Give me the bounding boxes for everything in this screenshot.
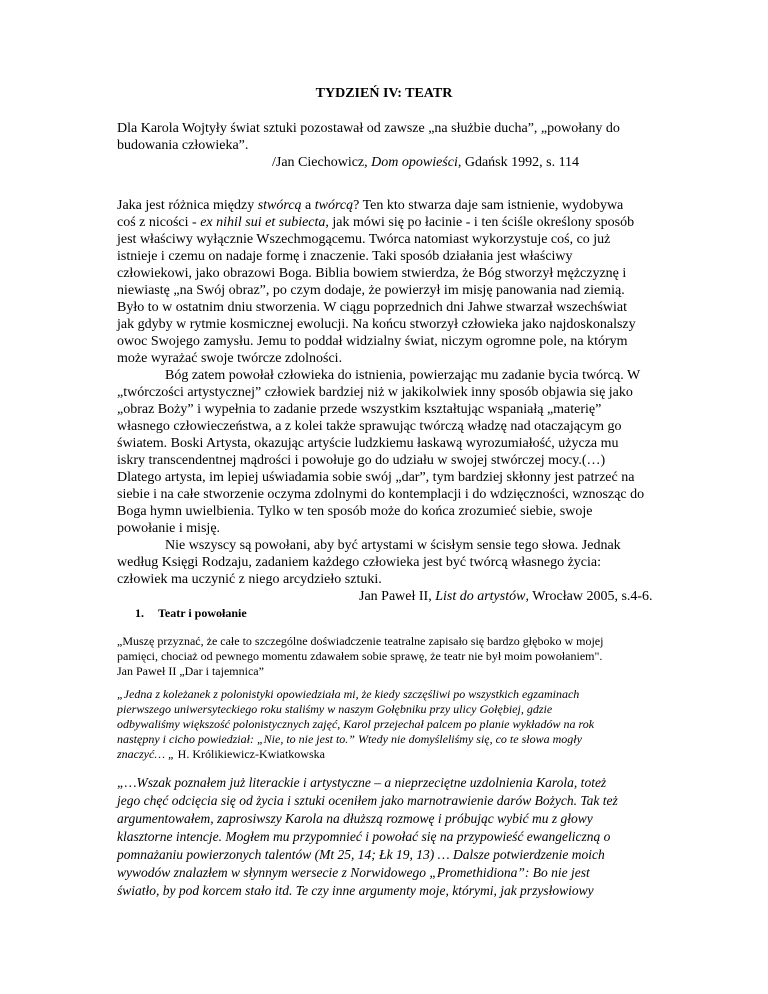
quote-line: Jan Paweł II „Dar i tajemnica” bbox=[117, 664, 264, 678]
section-title: Teatr i powołanie bbox=[158, 606, 247, 620]
text-line: Było to w ostatnim dniu stworzenia. W ciągu poprzednich dni Jahwe stwarzał wszechświat bbox=[117, 300, 627, 315]
text-line: człowiekowi, jako obrazowi Boga. Biblia bowiem stwierdza, że Bóg stworzył mężczyznę i bbox=[117, 266, 627, 281]
text-line: powołanie i misję. bbox=[117, 521, 221, 536]
text-line: „twórczości artystycznej” człowiek bardziej niż w jakikolwiek inny sposób objawia się jako bbox=[117, 385, 633, 400]
epigraph-line: budowania człowieka”. bbox=[117, 138, 249, 153]
section-heading bbox=[117, 606, 247, 621]
quote-line: pierwszego uniwersyteckiego roku staliśmy w naszym Gołębniku przy ulicy Gołębiej, gdzie bbox=[117, 702, 553, 716]
main-text bbox=[117, 197, 657, 605]
quote-line: znaczyć… „ H. Królikiewicz-Kwiatkowska bbox=[117, 747, 325, 761]
text-line: światem. Boski Artysta, okazując artyście ludzkiemu łaskawą wyrozumiałość, użycza mu bbox=[117, 436, 619, 451]
text-line: siebie i na całe stworzenie oczyma zdolnymi do kontemplacji i do wdzięczności, wznosząc do bbox=[117, 487, 645, 502]
text-line: istnieje i czemu on nadaje formę i znaczenie. Taki sposób działania jest właściwy bbox=[117, 249, 573, 264]
page-title: TYDZIEŃ IV: TEATR bbox=[315, 86, 453, 101]
signature-line: Jan Paweł II, List do artystów, Wrocław 2005, s.4-6. bbox=[359, 589, 653, 604]
quote-line: „Jedna z koleżanek z polonistyki opowiedziała mi, że kiedy szczęśliwi po wszystkich egzaminach bbox=[117, 687, 580, 701]
quote-line: pomnażaniu powierzonych talentów (Mt 25, 14; Łk 19, 13) … Dalsze potwierdzenie moich bbox=[117, 847, 605, 862]
quote-line: argumentowałem, zaprosiwszy Karola na dłuższą rozmowę i próbując wybić mu z głowy bbox=[117, 811, 593, 826]
text-line: Jaka jest różnica między stwórcą a twórcą? Ten kto stwarza daje sam istnienie, wydobywa bbox=[117, 198, 624, 213]
text-line: według Księgi Rodzaju, zadaniem każdego człowieka jest być twórcą własnego życia: bbox=[117, 555, 601, 570]
quote-line: odbywaliśmy większość polonistycznych zajęć, Karol przejechał palcem po planie wykładów na rok bbox=[117, 717, 595, 731]
quote-line: wywodów znalazłem w słynnym wersecie z Norwidowego „Promethidiona”: Bo nie jest bbox=[117, 865, 590, 880]
text-line: własnego człowieczeństwa, a z kolei także sprawując twórczą władzę nad otaczającym go bbox=[117, 419, 622, 434]
quote-2 bbox=[117, 687, 657, 762]
text-line: Dlatego artysta, im lepiej uświadamia sobie swój „dar”, tym bardziej skłonny jest patrzeć na bbox=[117, 470, 635, 485]
text-line: człowiek ma uczynić z niego arcydzieło sztuki. bbox=[117, 572, 382, 587]
quote-line: „Muszę przyznać, że całe to szczególne doświadczenie teatralne zapisało się bardzo głęboko w mojej bbox=[117, 634, 604, 648]
quote-line: klasztorne intencje. Mogłem mu przypomnieć i powołać się na przypowieść ewangeliczną o bbox=[117, 829, 611, 844]
epigraph-citation: /Jan Ciechowicz, Dom opowieści, Gdańsk 1992, s. 114 bbox=[272, 155, 580, 170]
quote-author: H. Królikiewicz-Kwiatkowska bbox=[174, 747, 325, 761]
quote-3 bbox=[117, 774, 657, 900]
text-line: jest właściwy wyłącznie Wszechmogącemu. Twórca natomiast wykorzystuje coś, co już bbox=[117, 232, 611, 247]
text-line: niewiastę „na Swój obraz”, po czym dodaje, że powierzył im misję panowania nad ziemią. bbox=[117, 283, 625, 298]
quote-line: następny i cicho powiedział: „Nie, to nie jest to.” Wtedy nie domyśleliśmy się, co te słowa mogły bbox=[117, 732, 582, 746]
quote-line: pamięci, chociaż od pewnego momentu zdawałem sobie sprawę, że teatr nie był moim powołaniem". bbox=[117, 649, 603, 663]
text-line: owoc Swojego zamysłu. Jemu to poddał widzialny świat, niczym ogromne pole, na którym bbox=[117, 334, 628, 349]
quote-line: „…Wszak poznałem już literackie i artystyczne – a nieprzeciętne uzdolnienia Karola, toteż bbox=[117, 775, 607, 790]
quote-1 bbox=[117, 634, 657, 679]
text-line: iskry transcendentnej mądrości i powołuje go do udziału w swojej stwórczej mocy.(…) bbox=[117, 453, 606, 468]
text-line: Boga hymn uwielbienia. Tylko w ten sposób może do końca zrozumieć siebie, swoje bbox=[117, 504, 593, 519]
text-line: Nie wszyscy są powołani, aby być artystami w ścisłym sensie tego słowa. Jednak bbox=[165, 538, 621, 553]
text-line: może wyrażać swoje twórcze zdolności. bbox=[117, 351, 343, 366]
quote-line: jego chęć odcięcia się od życia i sztuki oceniłem jako marnotrawienie darów Bożych. Tak też bbox=[117, 793, 618, 808]
text-line: „obraz Boży” i wypełnia to zadanie przede wszystkim kształtując wspaniałą „materię” bbox=[117, 402, 602, 417]
section-number: 1. bbox=[135, 606, 144, 620]
text-line: jak gdyby w rytmie kosmicznej ewolucji. Na końcu stworzył człowieka jako najdoskonalszy bbox=[117, 317, 636, 332]
text-line: Bóg zatem powołał człowieka do istnienia, powierzając mu zadanie bycia twórcą. W bbox=[165, 368, 641, 383]
text-line: coś z nicości - ex nihil sui et subiecta, jak mówi się po łacinie - i ten ściśle określony sposób bbox=[117, 215, 635, 230]
epigraph-line: Dla Karola Wojtyły świat sztuki pozostawał od zawsze „na służbie ducha”, „powołany do bbox=[117, 121, 620, 136]
epigraph bbox=[117, 120, 657, 171]
quote-line: światło, by pod korcem stało itd. Te czy inne argumenty moje, którymi, jak przysłowiowy bbox=[117, 883, 594, 898]
